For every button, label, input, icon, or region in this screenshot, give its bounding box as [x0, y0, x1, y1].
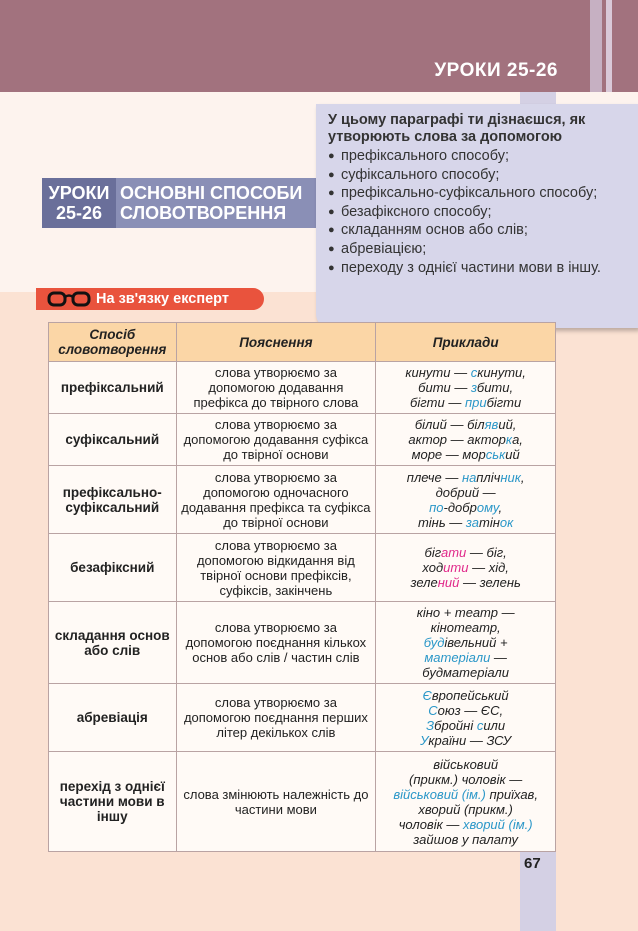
example-text: ити [443, 560, 469, 575]
example-text: військовий (ім.) [393, 786, 486, 802]
example-text: ськ [485, 447, 506, 462]
example-text: будматеріали [422, 665, 509, 680]
example-line [380, 772, 551, 787]
example-text: ок [499, 514, 514, 530]
example-text: ати [441, 545, 467, 560]
example-line [380, 703, 551, 718]
example-text: буд [423, 635, 445, 650]
list-item: ● складанням основ або слів; [328, 221, 628, 240]
example-text: к [505, 432, 513, 447]
example-text: ний [437, 575, 460, 590]
example-text: військовий [433, 756, 499, 772]
example-text: бройні [434, 717, 477, 733]
example-text: , [498, 499, 503, 515]
explanation-cell: слова утворюємо за допомогою відкидання від твірної основи префіксів, суфіксів, закінчень [176, 534, 376, 602]
objectives-intro: У цьому параграфі ти дізнаєшся, як утворюють слова за допомогою [328, 112, 586, 145]
example-text: — хід, [468, 560, 509, 575]
example-line [380, 470, 551, 485]
table-row [49, 466, 556, 534]
explanation-cell: слова утворюємо за допомогою додавання префікса до твірного слова [176, 362, 376, 414]
example-text: кінотеатр, [430, 620, 501, 635]
examples-cell [376, 684, 556, 752]
example-text: яв [484, 417, 499, 432]
table-header-row [49, 323, 556, 362]
method-cell: складання основ або слів [49, 602, 177, 684]
example-text: хворий (прикм.) [418, 801, 513, 817]
example-text: ому [476, 499, 499, 515]
example-line [380, 545, 551, 560]
example-line [380, 787, 551, 802]
table-row [49, 414, 556, 466]
explanation-cell: слова утворюємо за допомогою одночасного додавання префікса та суфікса до твірної основи [176, 466, 376, 534]
list-item: ● переходу з однієї частини мови в іншу. [328, 259, 628, 278]
method-cell: перехід з однієї частини мови в іншу [49, 752, 177, 852]
examples-cell [376, 362, 556, 414]
example-line [380, 688, 551, 703]
explanation-cell: слова утворюємо за допомогою додавання суфікса до твірної основи [176, 414, 376, 466]
example-text: тінь — [417, 514, 466, 530]
example-line [380, 560, 551, 575]
explanation-cell: слова утворюємо за допомогою поєднання кількох основ або слів / частин слів [176, 602, 376, 684]
table-row [49, 684, 556, 752]
objectives-list [328, 147, 628, 277]
table-row [49, 602, 556, 684]
decor-stripe [590, 0, 602, 92]
example-text: країни — ЗСУ [428, 732, 512, 748]
lesson-title [116, 178, 316, 228]
explanation-cell: слова утворюємо за допомогою поєднання перших літер декількох слів [176, 684, 376, 752]
example-line [380, 500, 551, 515]
example-text: бити, [476, 380, 514, 395]
example-line [380, 605, 551, 620]
example-text: -добр [443, 499, 477, 515]
example-text: при [464, 395, 487, 410]
example-text: бити — [418, 380, 471, 395]
example-text: зайшов у палату [413, 831, 518, 847]
list-item: ● префіксального способу; [328, 147, 628, 166]
example-text: ий, [498, 417, 517, 432]
example-text: З [426, 717, 435, 733]
example-text: добрий — [435, 484, 496, 500]
lesson-number [42, 178, 116, 228]
example-line [380, 757, 551, 772]
list-item: ● безафіксного способу; [328, 203, 628, 222]
example-text: , [520, 469, 525, 485]
example-line [380, 365, 551, 380]
list-item: ● префіксально-суфіксального способу; [328, 184, 628, 203]
example-text: за [465, 514, 480, 530]
example-text: по [429, 499, 444, 515]
column-header: Спосіб словотворення [49, 323, 177, 362]
decor-stripe [606, 0, 612, 92]
example-line [380, 635, 551, 650]
examples-cell [376, 414, 556, 466]
example-text: У [420, 732, 429, 748]
example-line [380, 718, 551, 733]
example-text: кіно + театр — [416, 605, 515, 620]
method-cell: безафіксний [49, 534, 177, 602]
example-text: с [476, 717, 484, 733]
example-text: івельний + [444, 635, 508, 650]
list-item: ● абревіацією; [328, 240, 628, 259]
example-line [380, 817, 551, 832]
example-text: с [470, 365, 478, 380]
table-row [49, 362, 556, 414]
example-line [380, 802, 551, 817]
example-line [380, 575, 551, 590]
example-text: чоловік — [398, 816, 463, 832]
examples-cell [376, 602, 556, 684]
example-text: приїхав, [485, 786, 538, 802]
method-cell: префіксальний [49, 362, 177, 414]
example-text: оюз — ЄС, [437, 702, 504, 718]
examples-cell [376, 466, 556, 534]
example-text: — біг, [466, 545, 507, 560]
example-text: — [490, 650, 507, 665]
example-text: тін [479, 514, 500, 530]
word-formation-table [48, 322, 556, 852]
example-text: актор — актор [408, 432, 506, 447]
lesson-title-line1: ОСНОВНІ СПОСОБИ [120, 183, 303, 203]
example-line [380, 432, 551, 447]
example-text: море — мор [411, 447, 486, 462]
example-text: бігти — [410, 395, 465, 410]
example-line [380, 380, 551, 395]
example-line [380, 485, 551, 500]
page-number: 67 [524, 855, 541, 872]
example-line [380, 620, 551, 635]
example-line [380, 417, 551, 432]
header-title: УРОКИ 25-26 [434, 60, 558, 81]
example-text: Є [422, 687, 432, 703]
lesson-title-line2: СЛОВОТВОРЕННЯ [120, 203, 287, 223]
example-text: ник [500, 469, 521, 485]
example-text: з [470, 380, 477, 395]
column-header: Приклади [376, 323, 556, 362]
examples-cell [376, 752, 556, 852]
example-text: пліч [476, 469, 501, 485]
example-text: білий — біл [414, 417, 485, 432]
example-text: плече — [406, 469, 462, 485]
example-line [380, 395, 551, 410]
example-text: на [461, 469, 477, 485]
example-text: кинути, [477, 365, 526, 380]
example-text: зеле [410, 575, 438, 590]
objectives-box [316, 104, 638, 328]
example-text: кинути — [405, 365, 471, 380]
example-text: ход [422, 560, 444, 575]
expert-tag [36, 288, 264, 310]
expert-label: На зв'язку експерт [96, 291, 229, 307]
example-line [380, 733, 551, 748]
example-line [380, 832, 551, 847]
example-text: ий [505, 447, 520, 462]
example-text: біг [424, 545, 441, 560]
lesson-heading [42, 178, 316, 228]
example-line [380, 650, 551, 665]
example-line [380, 515, 551, 530]
lesson-number-line1: УРОКИ [48, 183, 110, 203]
example-text: С [428, 702, 438, 718]
method-cell: суфіксальний [49, 414, 177, 466]
example-text: а, [512, 432, 523, 447]
examples-cell [376, 534, 556, 602]
example-text: матеріали [424, 650, 491, 665]
example-text: — зелень [459, 575, 521, 590]
example-line [380, 665, 551, 680]
example-line [380, 447, 551, 462]
table-row [49, 752, 556, 852]
list-item: ● суфіксального способу; [328, 166, 628, 185]
example-text: (прикм.) чоловік — [409, 771, 523, 787]
glasses-icon [44, 288, 94, 310]
method-cell: абревіація [49, 684, 177, 752]
lesson-number-line2: 25-26 [55, 203, 103, 223]
method-cell: префіксально-суфіксальний [49, 466, 177, 534]
example-text: или [483, 717, 506, 733]
column-header: Пояснення [176, 323, 376, 362]
table-row [49, 534, 556, 602]
explanation-cell: слова змінюють належність до частини мови [176, 752, 376, 852]
example-text: бігти [486, 395, 522, 410]
example-text: вропейський [431, 687, 509, 703]
example-text: хворий (ім.) [462, 816, 533, 832]
